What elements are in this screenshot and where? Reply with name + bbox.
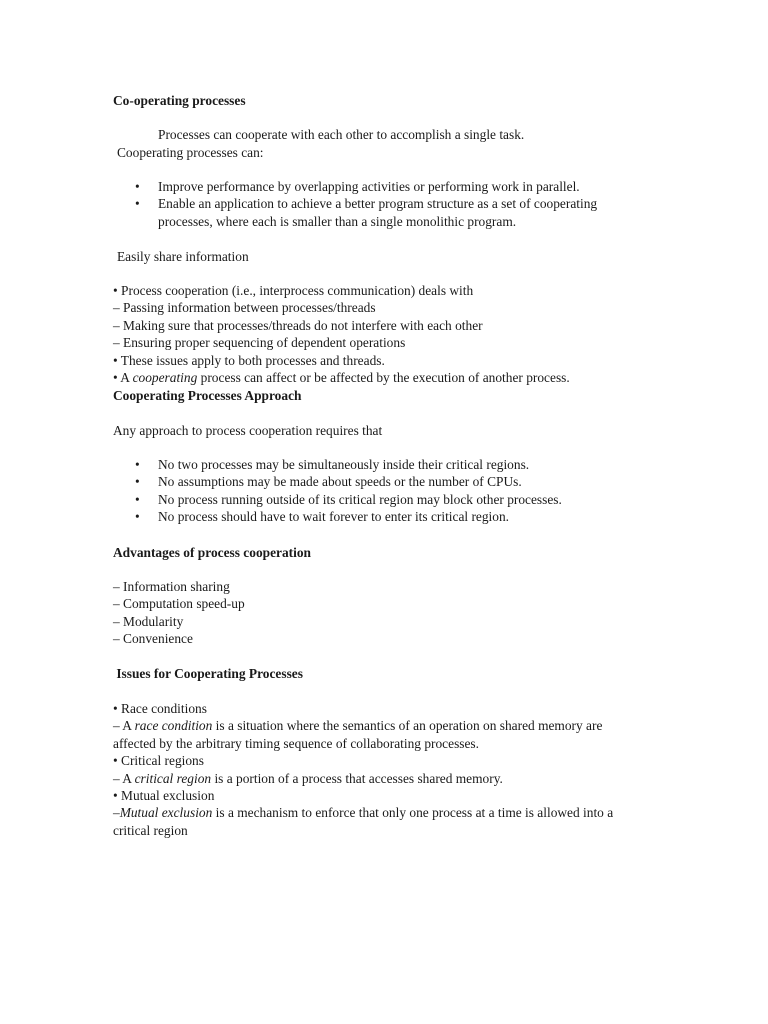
section1-points [113,282,673,386]
bullet-icon: • [135,196,140,212]
list-item: • No process should have to wait forever to enter its critical region. [135,509,510,525]
list-item: • No two processes may be simultaneously inside their critical regions. [135,457,530,472]
list-item: • Critical regions [113,753,204,769]
list-item: – Ensuring proper sequencing of dependent operations [113,335,406,351]
list-item: • No assumptions may be made about speeds or the number of CPUs. [135,474,522,490]
list-item: – Passing information between processes/threads [113,300,376,316]
list-item: • Improve performance by overlapping activities or performing work in parallel. [135,179,580,194]
mutual-exclusion-definition: –Mutual exclusion is a mechanism to enforce that only one process at a time is allowed into a critical region [113,805,614,838]
section1-can-label: Cooperating processes can: [117,145,264,160]
list-item: – Making sure that processes/threads do not interfere with each other [113,317,483,333]
bullet-icon: • [135,509,140,525]
race-condition-definition: – A race condition is a situation where the semantics of an operation on shared memory are affected by the arbitrary timing sequence of collaborating processes. [113,718,603,751]
list-item: • These issues apply to both processes and threads. [113,352,385,368]
list-item: – Convenience [113,631,193,647]
section-title-advantages: Advantages of process cooperation [113,545,311,560]
section2-intro: Any approach to process cooperation requires that [113,423,383,438]
list-item: – Modularity [113,613,184,629]
list-item: • A cooperating process can affect or be affected by the execution of another process. [113,370,570,386]
list-item: • Race conditions [113,701,207,716]
bullet-icon: • [135,179,140,194]
list-item: • No process running outside of its critical region may block other processes. [135,491,562,507]
section2-bullet-list [113,456,673,526]
section-title-cooperating-processes-approach: Cooperating Processes Approach [113,388,302,403]
critical-region-definition: – A critical region is a portion of a process that accesses shared memory. [113,770,503,786]
list-item: • Process cooperation (i.e., interprocess communication) deals with [113,283,474,298]
section1-bullet-list [113,178,673,230]
list-item: • Enable an application to achieve a better program structure as a set of cooperating processes, where each is smaller than a single monolithic program. [135,196,598,229]
section-title-co-operating-processes: Co-operating processes [113,93,246,108]
bullet-icon: • [135,491,140,507]
list-item: – Information sharing [113,579,230,594]
section-title-issues: Issues for Cooperating Processes [113,666,303,681]
section1-share: Easily share information [117,249,249,264]
section3-items [113,578,673,648]
list-item: – Computation speed-up [113,596,245,612]
bullet-icon: • [135,474,140,490]
section1-intro: Processes can cooperate with each other to accomplish a single task. [158,127,525,142]
section4-content [113,700,643,839]
list-item: • Mutual exclusion [113,788,215,804]
bullet-icon: • [135,457,140,472]
